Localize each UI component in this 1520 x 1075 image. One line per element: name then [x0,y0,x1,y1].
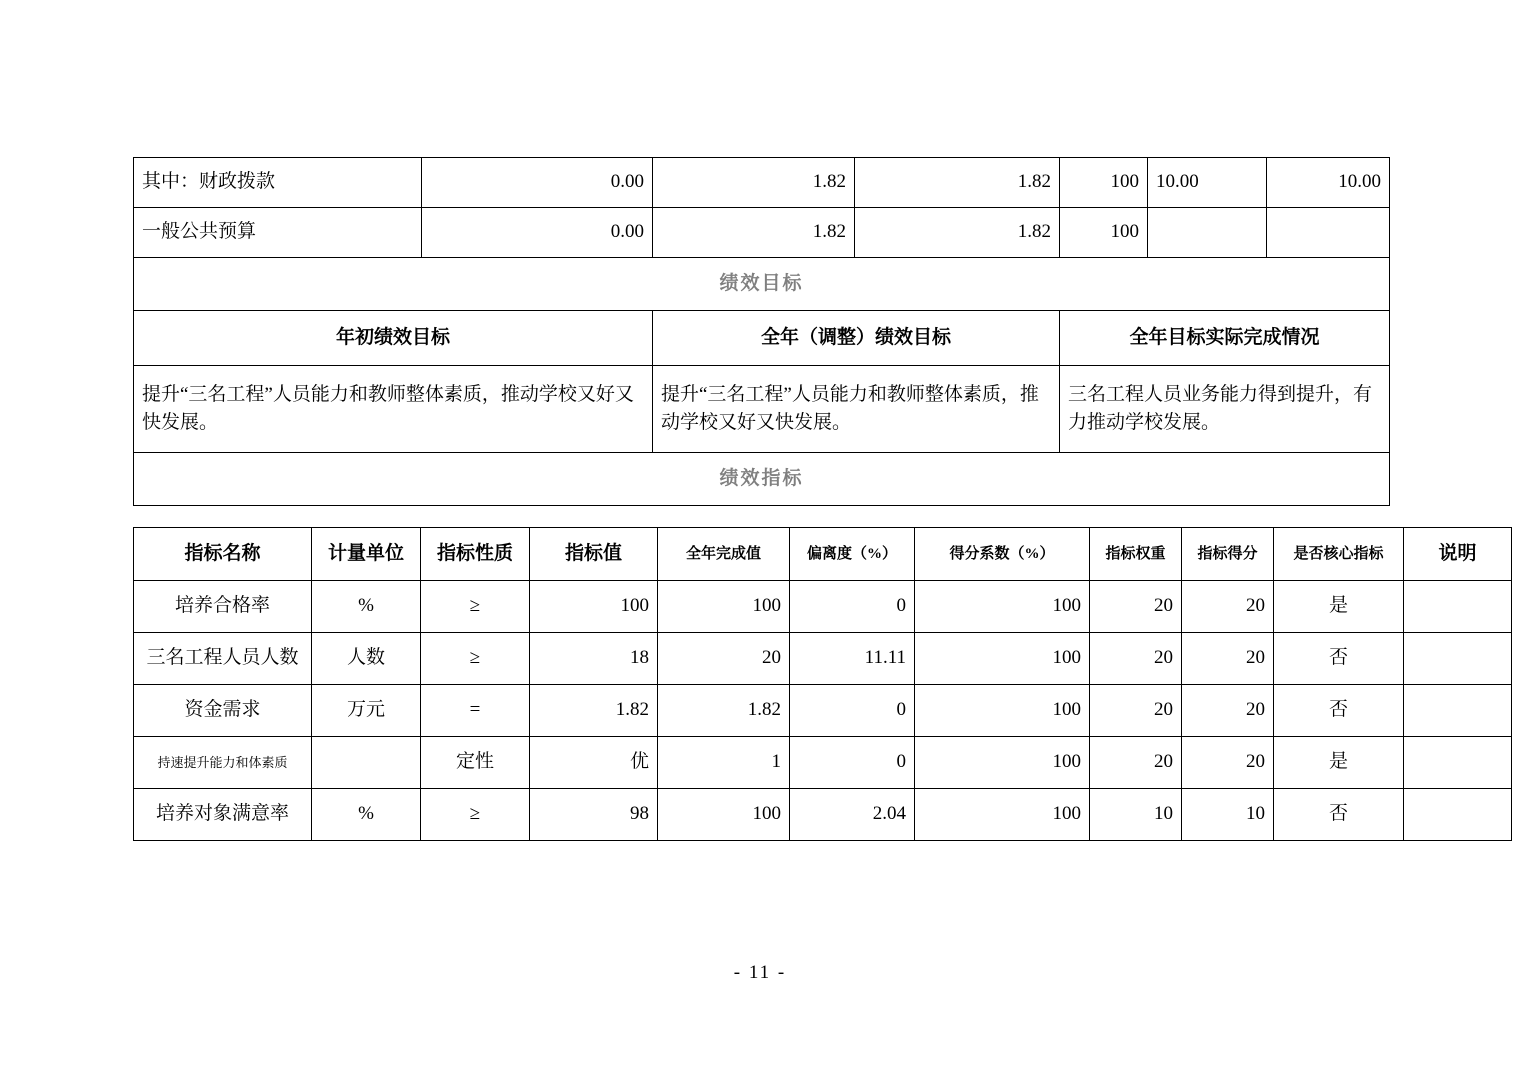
goal-text-initial: 提升“三名工程”人员能力和教师整体素质，推动学校又好又快发展。 [134,366,653,453]
indicator-core: 是 [1274,737,1404,789]
indicator-name: 培养对象满意率 [134,789,312,841]
indicator-score: 20 [1182,737,1274,789]
indicator-deviation: 0 [790,737,915,789]
budget-row-value: 1.82 [855,158,1060,208]
indicator-col-unit: 计量单位 [312,528,421,581]
indicator-nature: ≥ [421,789,530,841]
indicator-coefficient: 100 [915,581,1090,633]
indicator-nature: = [421,685,530,737]
budget-row-label: 其中：财政拨款 [134,158,422,208]
indicator-unit: % [312,581,421,633]
budget-row-value: 10.00 [1148,158,1267,208]
goal-header-actual: 全年目标实际完成情况 [1060,311,1390,366]
table-row [134,453,1390,506]
indicator-core: 否 [1274,633,1404,685]
indicator-col-note: 说明 [1404,528,1512,581]
table-row [134,789,1512,841]
indicator-value: 100 [530,581,658,633]
indicator-col-core: 是否核心指标 [1274,528,1404,581]
indicator-section-title: 绩效指标 [134,453,1390,506]
indicator-value: 98 [530,789,658,841]
indicator-weight: 20 [1090,685,1182,737]
table-row [134,633,1512,685]
indicator-note [1404,789,1512,841]
indicator-actual: 1.82 [658,685,790,737]
indicator-unit: % [312,789,421,841]
budget-row-value: 100 [1060,208,1148,258]
indicator-note [1404,685,1512,737]
indicator-weight: 20 [1090,581,1182,633]
indicator-name: 持速提升能力和体素质 [134,737,312,789]
indicator-coefficient: 100 [915,633,1090,685]
indicator-col-score: 指标得分 [1182,528,1274,581]
indicator-name: 培养合格率 [134,581,312,633]
indicator-col-deviation: 偏离度（%） [790,528,915,581]
table-row [134,366,1390,453]
indicator-nature: ≥ [421,581,530,633]
indicator-col-value: 指标值 [530,528,658,581]
indicator-score: 20 [1182,685,1274,737]
indicator-nature: 定性 [421,737,530,789]
goal-header-initial: 年初绩效目标 [134,311,653,366]
indicator-deviation: 2.04 [790,789,915,841]
indicator-note [1404,581,1512,633]
budget-row-value: 0.00 [422,208,653,258]
indicator-value: 优 [530,737,658,789]
indicator-note [1404,737,1512,789]
indicator-note [1404,633,1512,685]
budget-row-label: 一般公共预算 [134,208,422,258]
indicator-score: 20 [1182,581,1274,633]
indicator-weight: 10 [1090,789,1182,841]
indicator-nature: ≥ [421,633,530,685]
indicator-col-name: 指标名称 [134,528,312,581]
indicator-name: 资金需求 [134,685,312,737]
indicator-col-actual: 全年完成值 [658,528,790,581]
indicator-col-weight: 指标权重 [1090,528,1182,581]
indicator-core: 否 [1274,685,1404,737]
goal-header-adjusted: 全年（调整）绩效目标 [653,311,1060,366]
indicator-score: 20 [1182,633,1274,685]
indicator-actual: 100 [658,581,790,633]
indicator-col-nature: 指标性质 [421,528,530,581]
indicator-table [133,527,1512,841]
budget-row-value: 100 [1060,158,1148,208]
budget-row-value: 1.82 [855,208,1060,258]
table-row [134,685,1512,737]
indicator-actual: 20 [658,633,790,685]
indicator-deviation: 0 [790,581,915,633]
table-row [134,258,1390,311]
table-row [134,158,1390,208]
indicator-coefficient: 100 [915,685,1090,737]
table-row [134,311,1390,366]
budget-row-value: 0.00 [422,158,653,208]
indicator-col-coefficient: 得分系数（%） [915,528,1090,581]
goal-text-adjusted: 提升“三名工程”人员能力和教师整体素质，推动学校又好又快发展。 [653,366,1060,453]
indicator-coefficient: 100 [915,737,1090,789]
indicator-value: 18 [530,633,658,685]
goal-section-title: 绩效目标 [134,258,1390,311]
indicator-score: 10 [1182,789,1274,841]
indicator-unit: 万元 [312,685,421,737]
indicator-name: 三名工程人员人数 [134,633,312,685]
indicator-core: 是 [1274,581,1404,633]
indicator-unit: 人数 [312,633,421,685]
table-row [134,208,1390,258]
indicator-coefficient: 100 [915,789,1090,841]
indicator-core: 否 [1274,789,1404,841]
budget-row-value: 1.82 [653,158,855,208]
page-number: - 11 - [733,962,787,983]
budget-row-value [1267,208,1390,258]
indicator-value: 1.82 [530,685,658,737]
table-row [134,737,1512,789]
budget-row-value [1148,208,1267,258]
indicator-actual: 100 [658,789,790,841]
indicator-actual: 1 [658,737,790,789]
indicator-weight: 20 [1090,737,1182,789]
goal-text-actual: 三名工程人员业务能力得到提升，有力推动学校发展。 [1060,366,1390,453]
table-row [134,581,1512,633]
indicator-deviation: 11.11 [790,633,915,685]
performance-report-table [133,157,1390,506]
budget-row-value: 10.00 [1267,158,1390,208]
indicator-header-row [134,528,1512,581]
indicator-deviation: 0 [790,685,915,737]
budget-row-value: 1.82 [653,208,855,258]
indicator-unit [312,737,421,789]
indicator-weight: 20 [1090,633,1182,685]
